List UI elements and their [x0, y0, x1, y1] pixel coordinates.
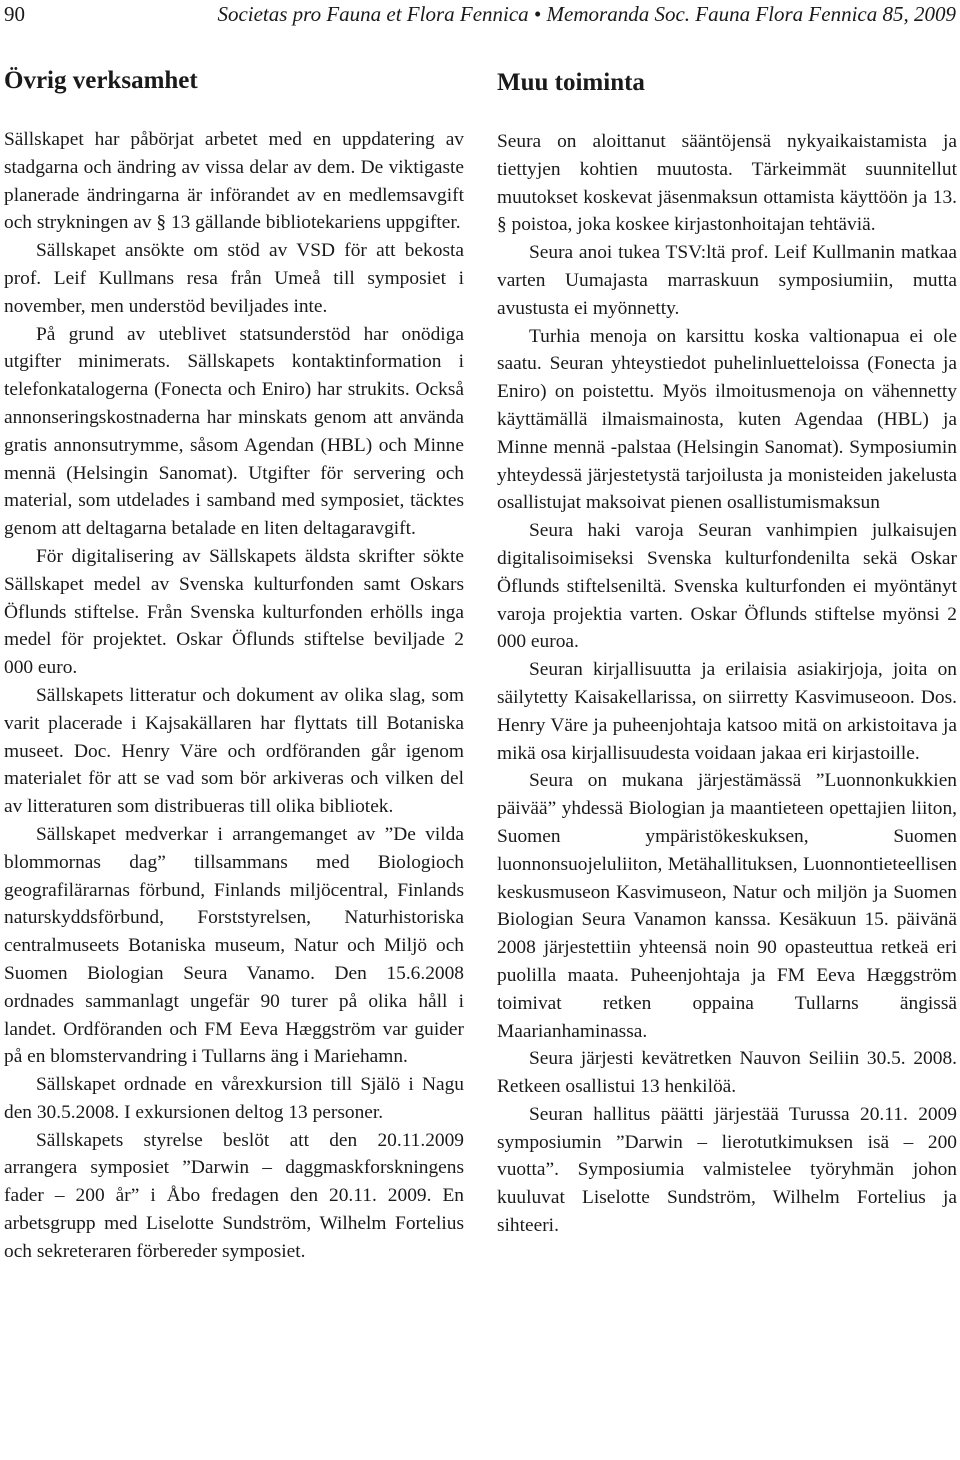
paragraph: Seura järjesti kevätretken Nauvon Seiliin 30.5. 2008. Retkeen osallistui 13 henkilöä.	[497, 1048, 957, 1098]
section-title-finnish: Muu toiminta	[497, 69, 645, 96]
paragraph: Sällskapet ordnade en vårexkursion till Själö i Nagu den 30.5.2008. I exkursionen deltog 13 personer.	[4, 1074, 464, 1123]
journal-name: Societas pro Fauna et Flora Fennica	[217, 2, 529, 26]
running-head	[217, 0, 956, 28]
paragraph: Sällskapets styrelse beslöt att den 20.11.2009 arrangera symposiet ”Darwin – daggmaskforskningens fader – 200 år” i Åbo fredagen den 20.11. 2009. En arbetsgrupp med Liselotte Sundström, Wilhelm Fortelius och sekreteraren förbereder symposiet.	[4, 1129, 464, 1262]
paragraph: Seura haki varoja Seuran vanhimpien julkaisujen digitalisoimiseksi Svenska kulturfondenilta sekä Oskar Öflunds stiftelseniltä. Svenska kulturfonden ei myöntänyt varoja projektia varten. Oskar Öflunds stiftelse myönsi 2 000 euroa.	[497, 520, 957, 653]
paragraph: Seura anoi tukea TSV:ltä prof. Leif Kullmanin matkaa varten Uumajasta marraskuun symposiumiin, mutta avustusta ei myönnetty.	[497, 242, 957, 319]
paragraph: Seuran hallitus päätti järjestää Turussa 20.11. 2009 symposiumin ”Darwin – lierotutkimuksen isä – 200 vuotta”. Symposiumia valmistelee työryhmän johon kuuluvat Liselotte Sundström, Wilhelm Fortelius ja sihteeri.	[497, 1103, 957, 1237]
paragraph: Sällskapet ansökte om stöd av VSD för att bekosta prof. Leif Kullmans resa från Umeå till symposiet i november, men understöd beviljades inte.	[4, 240, 464, 317]
paragraph: För digitalisering av Sällskapets äldsta skrifter sökte Sällskapet medel av Svenska kulturfonden samt Oskars Öflunds stiftelse. Från Svenska kulturfonden erhölls inga medel för projektet. Oskar Öflunds stiftelse beviljade 2 000 euro.	[4, 545, 464, 679]
section-title-swedish: Övrig verksamhet	[4, 67, 198, 94]
paragraph: Turhia menoja on karsittu koska valtionapua ei ole saatu. Seuran yhteystiedot puhelinluetteloissa (Fonecta ja Eniro) on poistettu. Myös ilmoitusmenoja on vähennetty käyttämällä ilmaismainosta, kuten Agendaa (HBL) ja Minne mennä -palstaa (Helsingin Sanomat). Symposiumin yhteydessä järjestetystä tarjoilusta ja monisteiden jakelusta osallistujat maksoivat pienen osallistumismaksun	[497, 325, 957, 514]
journal-citation: Memoranda Soc. Fauna Flora Fennica 85, 2009	[546, 2, 956, 26]
paragraph: Seura on mukana järjestämässä ”Luonnonkukkien päivää” yhdessä Biologian ja maantieteen opettajien liiton, Suomen ympäristökeskuksen, Suomen luonnonsuojeluliiton, Metähallituksen, Luonnontieteellisen keskusmuseon Kasvimuseon, Natur och miljön ja Suomen Biologian Seura Vanamon kanssa. Kesäkuun 15. päivänä 2008 järjestettiin yhteensä noin 90 opasteuttua retkeä eri puolilla maata. Puheenjohtaja ja FM Eeva Hæggström toimivat retken oppaina Tullarns ängissä Maarianhaminassa.	[497, 770, 957, 1042]
paragraph: Sällskapet medverkar i arrangemanget av ”De vilda blommornas dag” tillsammans med Biologioch geografilärarnas förbund, Finlands miljöcentral, Finlands naturskyddsförbund, Forststyrelsen, Naturhistoriska centralmuseets Botaniska museum, Natur och Miljö och Suomen Biologian Seura Vanamo. Den 15.6.2008 ordnades sammanlagt ungefär 90 turer på olika håll i landet. Ordföranden och FM Eeva Hæggström var guider på en blomstervandring i Tullarns äng i Mariehamn.	[4, 823, 464, 1068]
swedish-column	[4, 64, 464, 1266]
paragraph: På grund av uteblivet statsunderstöd har onödiga utgifter minimerats. Sällskapets kontaktinformation i telefonkatalogerna (Fonecta och Eniro) har strukits. Också annonseringskostnaderna har minskats genom att använda gratis annonsutrymme, såsom Agendan (HBL) och Minne mennä (Helsingin Sanomat). Utgifter för servering och material, som utdelades i samband med symposiet, täcktes genom att deltagarna betalade en liten deltagaravgift.	[4, 323, 464, 540]
paragraph: Seura on aloittanut sääntöjensä nykyaikaistamista ja tiettyjen kohtien muutosta. Tärkeimmät suunnitellut muutokset koskevat jäsenmaksun ottamista käyttöön ja 13. § poistoa, joka koskee kirjastonhoitajan tehtäviä.	[497, 131, 957, 236]
paragraph: Seuran kirjallisuutta ja erilaisia asiakirjoja, joita on säilytetty Kaisakellarissa, on siirretty Kasvimuseoon. Dos. Henry Väre ja puheenjohtaja katsoo mitä on arkistoitava ja mikä osa kirjallisuudesta voidaan jakaa eri kirjastoille.	[497, 659, 957, 764]
finnish-column	[497, 64, 957, 1240]
paragraph: Sällskapets litteratur och dokument av olika slag, som varit placerade i Kajsakällaren har flyttats till Botaniska museet. Doc. Henry Väre och ordföranden går igenom materialet för att se vad som bör arkiveras och vilken del av litteraturen som distribueras till olika bibliotek.	[4, 684, 464, 818]
page-number: 90	[4, 2, 25, 26]
paragraph: Sällskapet har påbörjat arbetet med en uppdatering av stadgarna och ändring av vissa delar av dem. De viktigaste planerade ändringarna är införandet av en medlemsavgift och strykningen av § 13 gällande bibliotekariens uppgifter.	[4, 129, 464, 234]
page-header	[4, 0, 956, 28]
header-separator: •	[533, 2, 542, 26]
